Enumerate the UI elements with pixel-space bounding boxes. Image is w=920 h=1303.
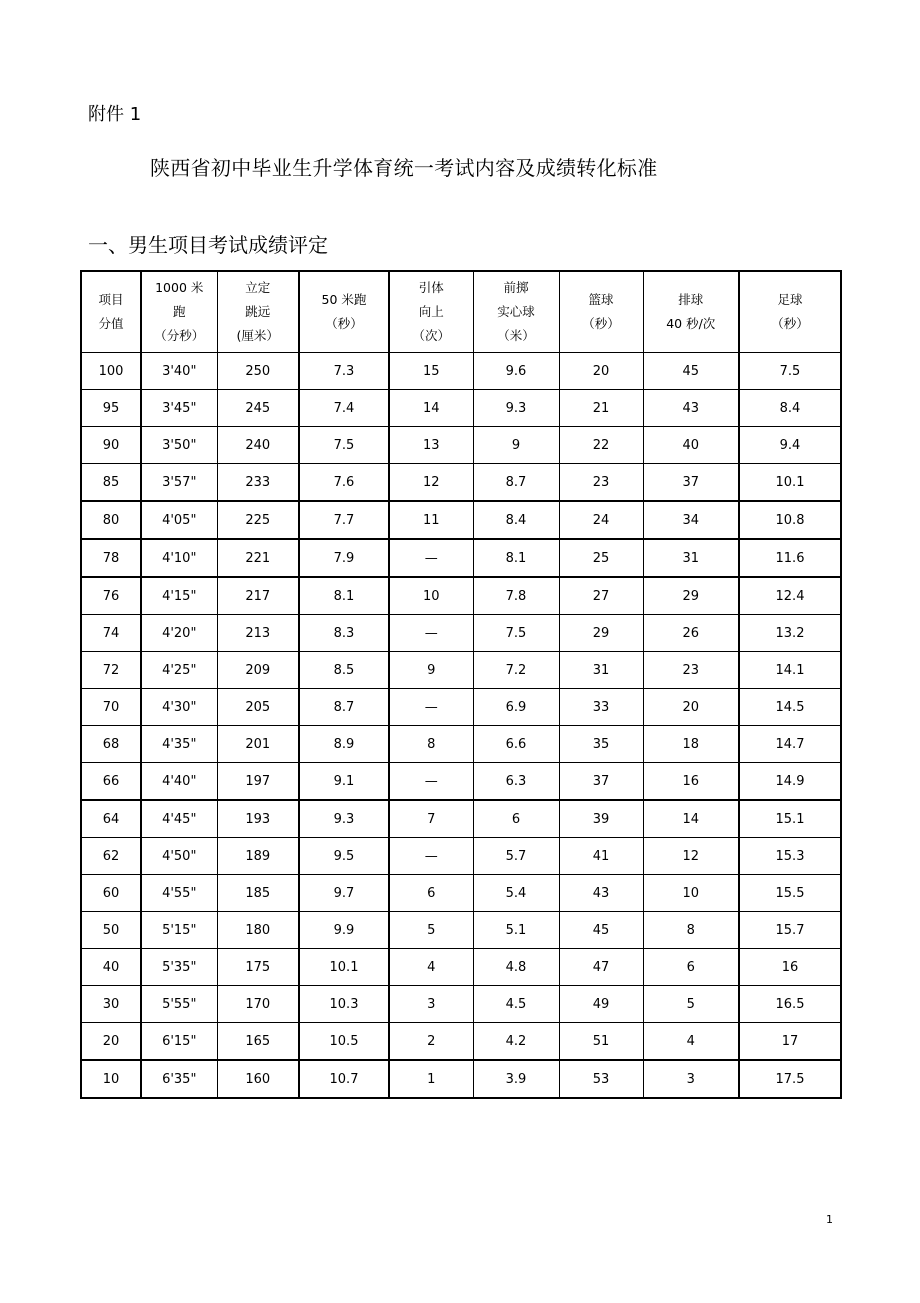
table-cell: 29 xyxy=(643,577,739,615)
table-cell: 9 xyxy=(473,427,559,464)
table-row xyxy=(81,763,841,801)
table-row xyxy=(81,689,841,726)
table-cell: 4.8 xyxy=(473,949,559,986)
table-cell: 7.9 xyxy=(299,539,389,577)
table-row xyxy=(81,986,841,1023)
table-cell: 20 xyxy=(81,1023,141,1061)
table-cell: 45 xyxy=(643,353,739,390)
table-cell: 33 xyxy=(559,689,643,726)
table-body xyxy=(81,353,841,1099)
table-cell: 14.7 xyxy=(739,726,841,763)
column-header xyxy=(141,271,217,353)
column-header-line: 排球 xyxy=(678,292,704,307)
table-cell: 60 xyxy=(81,875,141,912)
table-cell: 14 xyxy=(389,390,473,427)
table-cell: — xyxy=(389,539,473,577)
column-header xyxy=(739,271,841,353)
table-cell: 15 xyxy=(389,353,473,390)
table-header-row xyxy=(81,271,841,353)
table-cell: 8.1 xyxy=(473,539,559,577)
table-cell: 9.9 xyxy=(299,912,389,949)
table-cell: 15.3 xyxy=(739,838,841,875)
table-row xyxy=(81,1060,841,1098)
table-cell: 5.7 xyxy=(473,838,559,875)
table-cell: 80 xyxy=(81,501,141,539)
table-cell: 64 xyxy=(81,800,141,838)
table-cell: 4'50" xyxy=(141,838,217,875)
table-cell: 6'15" xyxy=(141,1023,217,1061)
table-cell: 4'15" xyxy=(141,577,217,615)
table-cell: 10.1 xyxy=(739,464,841,502)
table-cell: 40 xyxy=(81,949,141,986)
table-cell: 7.6 xyxy=(299,464,389,502)
table-cell: 9.3 xyxy=(473,390,559,427)
table-cell: 4'25" xyxy=(141,652,217,689)
column-header-line: 足球 xyxy=(777,292,803,307)
table-cell: 11 xyxy=(389,501,473,539)
column-header-line: 分值 xyxy=(98,316,124,331)
table-cell: 217 xyxy=(217,577,299,615)
table-cell: 74 xyxy=(81,615,141,652)
table-cell: 8.3 xyxy=(299,615,389,652)
column-header-line: （秒） xyxy=(325,316,363,331)
table-cell: — xyxy=(389,615,473,652)
table-cell: 10.7 xyxy=(299,1060,389,1098)
table-cell: 17.5 xyxy=(739,1060,841,1098)
table-cell: 8 xyxy=(389,726,473,763)
column-header-line: （秒） xyxy=(582,316,620,331)
table-cell: 6.3 xyxy=(473,763,559,801)
table-cell: 17 xyxy=(739,1023,841,1061)
table-row xyxy=(81,875,841,912)
column-header-line: 项目 xyxy=(98,292,124,307)
table-cell: 14.5 xyxy=(739,689,841,726)
table-cell: 23 xyxy=(643,652,739,689)
table-cell: 15.7 xyxy=(739,912,841,949)
table-cell: 205 xyxy=(217,689,299,726)
table-cell: 4'55" xyxy=(141,875,217,912)
column-header-line: （分秒） xyxy=(154,328,205,343)
table-cell: 11.6 xyxy=(739,539,841,577)
table-cell: 175 xyxy=(217,949,299,986)
table-cell: 37 xyxy=(559,763,643,801)
table-cell: 7.2 xyxy=(473,652,559,689)
table-cell: 34 xyxy=(643,501,739,539)
table-cell: 221 xyxy=(217,539,299,577)
table-cell: 35 xyxy=(559,726,643,763)
column-header-line: 跑 xyxy=(172,304,186,319)
table-cell: 240 xyxy=(217,427,299,464)
table-cell: 10.1 xyxy=(299,949,389,986)
table-cell: 4'05" xyxy=(141,501,217,539)
table-cell: 12 xyxy=(389,464,473,502)
table-cell: 9.7 xyxy=(299,875,389,912)
table-row xyxy=(81,501,841,539)
table-row xyxy=(81,949,841,986)
table-row xyxy=(81,912,841,949)
column-header-line: 1000 米 xyxy=(155,280,204,295)
table-cell: 31 xyxy=(643,539,739,577)
table-cell: 225 xyxy=(217,501,299,539)
table-cell: 245 xyxy=(217,390,299,427)
table-cell: 41 xyxy=(559,838,643,875)
table-cell: 5'35" xyxy=(141,949,217,986)
column-header-line: 实心球 xyxy=(497,304,535,319)
table-cell: 49 xyxy=(559,986,643,1023)
table-row xyxy=(81,800,841,838)
table-cell: 5 xyxy=(643,986,739,1023)
table-cell: 12.4 xyxy=(739,577,841,615)
document-title: 陕西省初中毕业生升学体育统一考试内容及成绩转化标准 xyxy=(150,156,658,180)
table-cell: 95 xyxy=(81,390,141,427)
column-header-line: 50 米跑 xyxy=(321,292,367,307)
section-heading: 一、男生项目考试成绩评定 xyxy=(88,233,328,257)
table-cell: 18 xyxy=(643,726,739,763)
table-cell: 43 xyxy=(643,390,739,427)
table-cell: 201 xyxy=(217,726,299,763)
table-cell: 4'10" xyxy=(141,539,217,577)
table-cell: 7 xyxy=(389,800,473,838)
table-cell: 50 xyxy=(81,912,141,949)
table-cell: 8.9 xyxy=(299,726,389,763)
table-cell: 14 xyxy=(643,800,739,838)
table-cell: 3'50" xyxy=(141,427,217,464)
column-header-line: 40 秒/次 xyxy=(666,316,716,331)
table-cell: 27 xyxy=(559,577,643,615)
table-cell: 4 xyxy=(643,1023,739,1061)
table-row xyxy=(81,838,841,875)
attachment-label: 附件 1 xyxy=(88,104,142,125)
table-cell: 7.3 xyxy=(299,353,389,390)
table-cell: 26 xyxy=(643,615,739,652)
table-cell: 170 xyxy=(217,986,299,1023)
table-cell: 16 xyxy=(643,763,739,801)
column-header-line: (厘米） xyxy=(236,328,279,343)
table-cell: 85 xyxy=(81,464,141,502)
table-cell: 3 xyxy=(389,986,473,1023)
table-cell: 10 xyxy=(81,1060,141,1098)
table-cell: 47 xyxy=(559,949,643,986)
table-cell: 3 xyxy=(643,1060,739,1098)
table-cell: 45 xyxy=(559,912,643,949)
table-cell: 15.5 xyxy=(739,875,841,912)
table-cell: — xyxy=(389,689,473,726)
table-cell: 6 xyxy=(473,800,559,838)
table-cell: 5'55" xyxy=(141,986,217,1023)
column-header-line: 向上 xyxy=(418,304,444,319)
table-cell: 180 xyxy=(217,912,299,949)
table-cell: 10.5 xyxy=(299,1023,389,1061)
column-header-line: （米） xyxy=(497,328,535,343)
table-cell: 250 xyxy=(217,353,299,390)
table-cell: 51 xyxy=(559,1023,643,1061)
table-cell: 165 xyxy=(217,1023,299,1061)
table-cell: 78 xyxy=(81,539,141,577)
table-cell: 10.8 xyxy=(739,501,841,539)
table-row xyxy=(81,464,841,502)
table-cell: 9.6 xyxy=(473,353,559,390)
table-cell: 100 xyxy=(81,353,141,390)
table-cell: 8.5 xyxy=(299,652,389,689)
table-row xyxy=(81,577,841,615)
column-header xyxy=(389,271,473,353)
table-cell: 233 xyxy=(217,464,299,502)
table-cell: 90 xyxy=(81,427,141,464)
table-cell: 4'20" xyxy=(141,615,217,652)
table-cell: 9.1 xyxy=(299,763,389,801)
table-row xyxy=(81,615,841,652)
table-cell: 24 xyxy=(559,501,643,539)
table-row xyxy=(81,539,841,577)
table-cell: 25 xyxy=(559,539,643,577)
table-cell: 10.3 xyxy=(299,986,389,1023)
table-cell: 8.7 xyxy=(473,464,559,502)
table-cell: 7.4 xyxy=(299,390,389,427)
table-cell: 39 xyxy=(559,800,643,838)
table-cell: 15.1 xyxy=(739,800,841,838)
table-cell: 8 xyxy=(643,912,739,949)
table-cell: 30 xyxy=(81,986,141,1023)
table-cell: 16 xyxy=(739,949,841,986)
table-row xyxy=(81,726,841,763)
table-cell: 14.1 xyxy=(739,652,841,689)
table-cell: 185 xyxy=(217,875,299,912)
table-cell: 5 xyxy=(389,912,473,949)
table-cell: 7.5 xyxy=(299,427,389,464)
column-header-line: （次） xyxy=(412,328,450,343)
table-cell: 3.9 xyxy=(473,1060,559,1098)
column-header-line: （秒） xyxy=(771,316,809,331)
table-cell: 21 xyxy=(559,390,643,427)
table-cell: 3'57" xyxy=(141,464,217,502)
table-cell: 4'30" xyxy=(141,689,217,726)
column-header xyxy=(559,271,643,353)
table-cell: 13 xyxy=(389,427,473,464)
column-header-line: 跳远 xyxy=(245,304,271,319)
table-cell: 160 xyxy=(217,1060,299,1098)
table-cell: 40 xyxy=(643,427,739,464)
table-cell: 9.5 xyxy=(299,838,389,875)
table-cell: 6'35" xyxy=(141,1060,217,1098)
table-cell: 14.9 xyxy=(739,763,841,801)
table-cell: 2 xyxy=(389,1023,473,1061)
table-cell: 6 xyxy=(643,949,739,986)
table-cell: 1 xyxy=(389,1060,473,1098)
table-cell: 37 xyxy=(643,464,739,502)
table-cell: 10 xyxy=(643,875,739,912)
table-cell: 197 xyxy=(217,763,299,801)
table-cell: 189 xyxy=(217,838,299,875)
table-cell: 72 xyxy=(81,652,141,689)
table-cell: 9.3 xyxy=(299,800,389,838)
table-cell: 23 xyxy=(559,464,643,502)
table-cell: 53 xyxy=(559,1060,643,1098)
table-cell: 8.1 xyxy=(299,577,389,615)
table-row xyxy=(81,427,841,464)
table-cell: 7.8 xyxy=(473,577,559,615)
table-cell: 76 xyxy=(81,577,141,615)
table-cell: 6.9 xyxy=(473,689,559,726)
table-cell: 4.5 xyxy=(473,986,559,1023)
table-cell: 209 xyxy=(217,652,299,689)
table-cell: 22 xyxy=(559,427,643,464)
table-cell: — xyxy=(389,763,473,801)
table-row xyxy=(81,353,841,390)
table-cell: 4'35" xyxy=(141,726,217,763)
table-cell: 4'40" xyxy=(141,763,217,801)
table-row xyxy=(81,390,841,427)
table-cell: 31 xyxy=(559,652,643,689)
table-cell: 7.7 xyxy=(299,501,389,539)
table-cell: 20 xyxy=(559,353,643,390)
table-cell: 43 xyxy=(559,875,643,912)
table-cell: 16.5 xyxy=(739,986,841,1023)
column-header-line: 篮球 xyxy=(588,292,614,307)
table-row xyxy=(81,1023,841,1061)
table-cell: 8.4 xyxy=(473,501,559,539)
column-header xyxy=(643,271,739,353)
table-cell: 5.4 xyxy=(473,875,559,912)
table-cell: 4 xyxy=(389,949,473,986)
table-cell: 3'40" xyxy=(141,353,217,390)
column-header xyxy=(217,271,299,353)
table-cell: 9 xyxy=(389,652,473,689)
score-conversion-table xyxy=(80,270,842,1099)
table-cell: 4'45" xyxy=(141,800,217,838)
table-cell: 3'45" xyxy=(141,390,217,427)
column-header xyxy=(299,271,389,353)
table-cell: 193 xyxy=(217,800,299,838)
table-row xyxy=(81,652,841,689)
table-cell: 6.6 xyxy=(473,726,559,763)
table-cell: 213 xyxy=(217,615,299,652)
column-header-line: 立定 xyxy=(245,280,271,295)
table-cell: 4.2 xyxy=(473,1023,559,1061)
table-cell: 5'15" xyxy=(141,912,217,949)
table-cell: 70 xyxy=(81,689,141,726)
table-cell: 29 xyxy=(559,615,643,652)
column-header xyxy=(473,271,559,353)
table-cell: 66 xyxy=(81,763,141,801)
table-cell: — xyxy=(389,838,473,875)
table-cell: 8.4 xyxy=(739,390,841,427)
table-cell: 9.4 xyxy=(739,427,841,464)
table-cell: 7.5 xyxy=(473,615,559,652)
column-header-line: 引体 xyxy=(418,280,444,295)
page-number: 1 xyxy=(826,1213,833,1226)
table-cell: 5.1 xyxy=(473,912,559,949)
table-cell: 8.7 xyxy=(299,689,389,726)
table-cell: 7.5 xyxy=(739,353,841,390)
table-cell: 12 xyxy=(643,838,739,875)
table-cell: 62 xyxy=(81,838,141,875)
table-cell: 6 xyxy=(389,875,473,912)
table-cell: 13.2 xyxy=(739,615,841,652)
table-cell: 10 xyxy=(389,577,473,615)
table-cell: 20 xyxy=(643,689,739,726)
column-header-line: 前掷 xyxy=(503,280,529,295)
table-cell: 68 xyxy=(81,726,141,763)
column-header xyxy=(81,271,141,353)
